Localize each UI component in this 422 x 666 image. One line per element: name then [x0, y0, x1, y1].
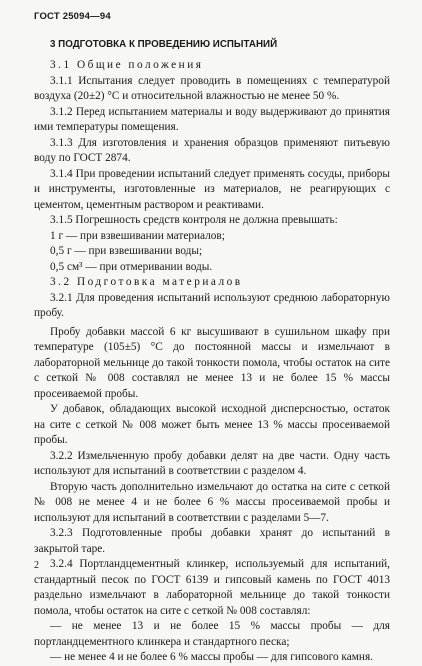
paragraph: 3.1.3 Для изготовления и хранения образцов применяют питьевую воду по ГОСТ 2874.	[34, 136, 390, 164]
list-item: — не менее 13 и не более 15 % массы пробы — для портландцементного клинкера и стандартного песка;	[34, 620, 390, 648]
paragraph: 3.1.1 Испытания следует проводить в помещениях с температурой воздуха (20±2) °С и относительной влажностью не менее 50 %.	[34, 74, 390, 102]
list-item: — не менее 4 и не более 6 % массы пробы — для гипсового камня.	[50, 651, 373, 663]
paragraph: 3.1.4 При проведении испытаний следует применять сосуды, приборы и инструменты, изготовленные из материалов, не реагирующих с цементом, цементным раствором и реактивами.	[34, 167, 390, 211]
subsection-title: 3.1 Общие положения	[50, 59, 204, 71]
list-item: 1 г — при взвешивании материалов;	[50, 229, 225, 242]
paragraph: 3.2.1 Для проведения испытаний используют среднюю лабораторную пробу.	[34, 291, 390, 319]
paragraph: Пробу добавки массой 6 кг высушивают в сушильном шкафу при температуре (105±5) °С до постоянной массы и измельчают в лабораторной мельнице до такой тонкости помола, чтобы остаток на сите с сеткой № 008 составлял не менее 13 и не более 15 % массы просеиваемой пробы.	[34, 325, 390, 400]
paragraph: 3.2.3 Подготовленные пробы добавки хранят до испытаний в закрытой таре.	[34, 527, 390, 555]
document-body	[34, 58, 390, 666]
paragraph: У добавок, обладающих высокой исходной дисперсностью, остаток на сите с сеткой № 008 может быть менее 13 % массы просеиваемой пробы.	[34, 403, 390, 446]
standard-number: ГОСТ 25094—94	[34, 11, 111, 22]
paragraph: 3.2.4 Портландцементный клинкер, используемый для испытаний, стандартный песок по ГОСТ 6139 и гипсовый камень по ГОСТ 4013 раздельно измельчают в лабораторной мельнице до такой тонкости помола, чтобы остаток на сите с сеткой № 008 составлял:	[34, 558, 390, 617]
list-item: 0,5 см³ — при отмеривании воды.	[50, 260, 213, 273]
page-number: 2	[34, 560, 39, 571]
subsection-title: 3.2 Подготовка материалов	[50, 276, 243, 288]
list-item: 0,5 г — при взвешивании воды;	[50, 245, 203, 257]
paragraph: 3.2.2 Измельченную пробу добавки делят на две части. Одну часть используют для испытаний в соответствии с разделом 4.	[34, 449, 390, 477]
paragraph: Вторую часть дополнительно измельчают до остатка на сите с сеткой № 008 не менее 4 и не более 6 % массы просеиваемой пробы и используют для испытаний в соответствии с разделами 5—7.	[34, 480, 390, 524]
paragraph: 3.1.5 Погрешность средств контроля не должна превышать:	[50, 214, 338, 226]
section-heading: 3 ПОДГОТОВКА К ПРОВЕДЕНИЮ ИСПЫТАНИЙ	[50, 39, 278, 50]
paragraph: 3.1.2 Перед испытанием материалы и воду выдерживают до принятия ими температуры помещения.	[34, 105, 390, 133]
